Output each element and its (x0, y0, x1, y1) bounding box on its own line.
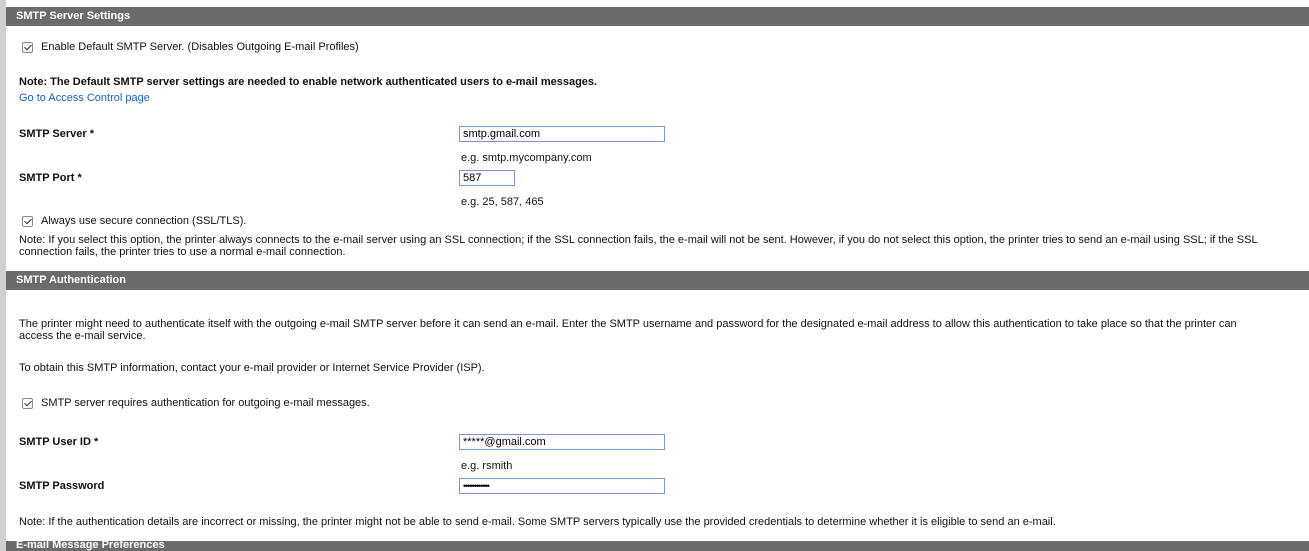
enable-default-smtp-checkbox[interactable] (22, 42, 33, 53)
smtp-password-label: SMTP Password (19, 480, 105, 492)
enable-default-smtp-label: Enable Default SMTP Server. (Disables Outgoing E-mail Profiles) (41, 41, 359, 53)
section-header-email-message-preferences (6, 541, 1309, 551)
requires-auth-label: SMTP server requires authentication for outgoing e-mail messages. (41, 397, 370, 409)
smtp-user-id-label: SMTP User ID * (19, 436, 99, 448)
requires-auth-checkbox[interactable] (22, 398, 33, 409)
section-header-smtp-server-settings: SMTP Server Settings (6, 7, 1309, 26)
smtp-user-id-hint: e.g. rsmith (461, 460, 513, 472)
ssl-note: Note: If you select this option, the printer always connects to the e-mail server using an SSL connection; if the SSL connection fails, the e-mail will not be sent. However, if you do not select this option, the printer tries to send an e-mail using SSL; if the SSL connection fails, the printer tries to use a normal e-mail connection. (19, 234, 1258, 258)
enable-default-smtp-row[interactable] (22, 41, 359, 53)
smtp-server-input[interactable]: smtp.gmail.com (459, 126, 665, 142)
smtp-user-id-input[interactable]: *****@gmail.com (459, 434, 665, 450)
smtp-port-input[interactable]: 587 (459, 170, 515, 186)
smtp-port-hint: e.g. 25, 587, 465 (461, 196, 544, 208)
smtp-password-input[interactable]: •••••••••••• (459, 478, 665, 494)
section-header-smtp-authentication: SMTP Authentication (6, 271, 1309, 290)
default-smtp-note: Note: The Default SMTP server settings are needed to enable network authenticated users to e-mail messages. (19, 76, 598, 88)
access-control-link[interactable]: Go to Access Control page (19, 92, 150, 104)
ssl-checkbox[interactable] (22, 216, 33, 227)
requires-auth-row[interactable] (22, 397, 370, 409)
ssl-label: Always use secure connection (SSL/TLS). (41, 215, 247, 227)
smtp-port-label: SMTP Port * (19, 172, 82, 184)
auth-note: Note: If the authentication details are incorrect or missing, the printer might not be able to send e-mail. Some SMTP servers typically use the provided credentials to determine whether it is eligible to send an e-mail. (19, 516, 1056, 528)
auth-intro: The printer might need to authenticate itself with the outgoing e-mail SMTP server before it can send an e-mail. Enter the SMTP username and password for the designated e-mail address to allow this authentication to take place so that the printer can access the e-mail service. (19, 318, 1237, 342)
ssl-row[interactable] (22, 215, 246, 227)
obtain-smtp-info: To obtain this SMTP information, contact your e-mail provider or Internet Service Provider (ISP). (19, 362, 485, 374)
smtp-server-hint: e.g. smtp.mycompany.com (461, 152, 592, 164)
smtp-server-label: SMTP Server * (19, 128, 95, 140)
email-message-preferences-title: E-mail Message Preferences (16, 541, 165, 551)
